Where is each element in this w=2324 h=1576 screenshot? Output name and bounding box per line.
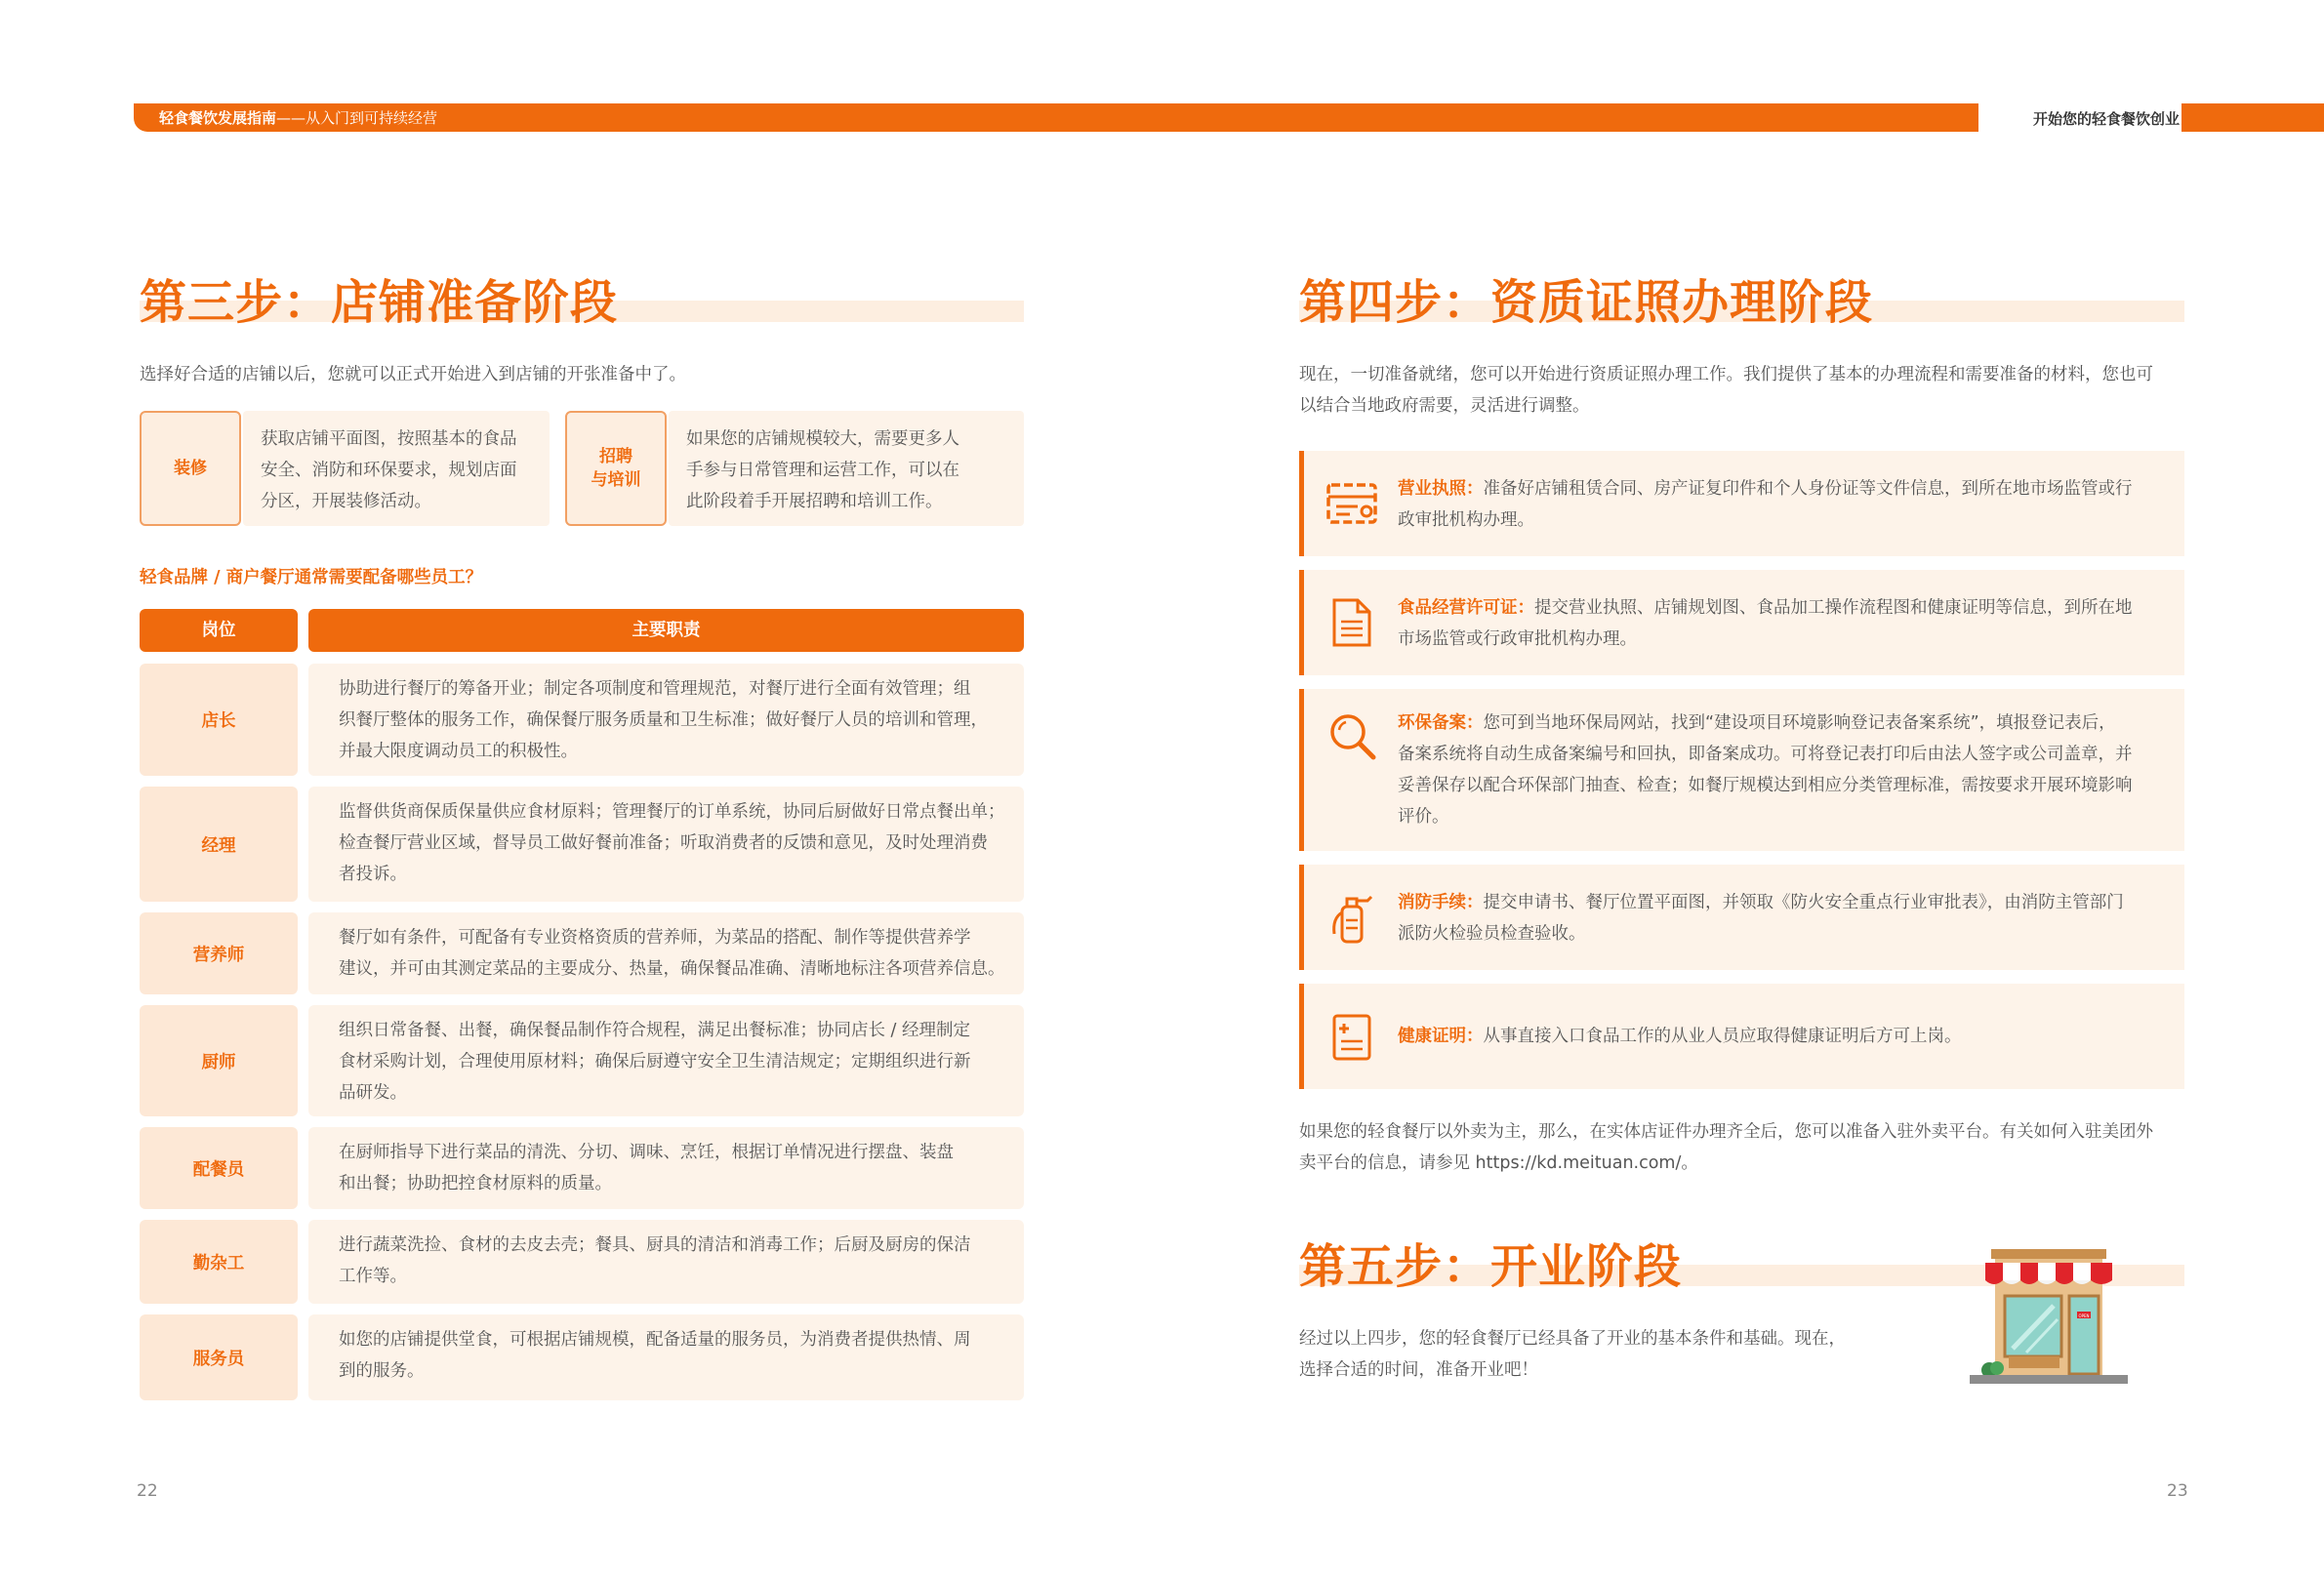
- page-number-left: 22: [137, 1481, 158, 1501]
- table-row-position: 勤杂工: [140, 1220, 298, 1304]
- health-certificate-label: 健康证明：: [1398, 1027, 1484, 1046]
- renovation-tag: 装修: [140, 411, 241, 526]
- table-row-position: 经理: [140, 787, 298, 902]
- fire-safety-label: 消防手续：: [1398, 893, 1484, 912]
- table-row-duties: 监督供货商保质保量供应食材原料；管理餐厅的订单系统，协同后厨做好日常点餐出单； 检查餐厅营业区域，督导员工做好餐前准备；听取消费者的反馈和意见，及时处理消费 者投诉。: [308, 787, 1024, 902]
- table-row-duties: 餐厅如有条件，可配备有专业资格资质的营养师，为菜品的搭配、制作等提供营养学 建议，并可由其测定菜品的主要成分、热量，确保餐品准确、清晰地标注各项营养信息。: [308, 912, 1024, 994]
- table-row-duties: 协助进行餐厅的筹备开业；制定各项制度和管理规范，对餐厅进行全面有效管理；组 织餐厅整体的服务工作，确保餐厅服务质量和卫生标准；做好餐厅人员的培训和管理， 并最大限度调动员工的积极性。: [308, 664, 1024, 776]
- table-row-position: 服务员: [140, 1314, 298, 1400]
- table-row-position: 厨师: [140, 1005, 298, 1116]
- step4-title: 第四步：资质证照办理阶段: [1299, 273, 2184, 332]
- table-row-position: 配餐员: [140, 1127, 298, 1209]
- page-number-right: 23: [2167, 1481, 2188, 1501]
- step4-intro: 现在，一切准备就绪，您可以开始进行资质证照办理工作。我们提供了基本的办理流程和需要准备的材料，您也可 以结合当地政府需要，灵活进行调整。: [1299, 365, 2153, 416]
- header-title: 轻食餐饮发展指南——从入门到可持续经营: [159, 109, 438, 127]
- header-bar-right: [2181, 103, 2324, 132]
- step4-outro: 如果您的轻食餐厅以外卖为主，那么，在实体店证件办理齐全后，您可以准备入驻外卖平台。有关如何入驻美团外 卖平台的信息，请参见 https://kd.meituan.com/。: [1299, 1122, 2153, 1173]
- table-row-duties: 组织日常备餐、出餐，确保餐品制作符合规程，满足出餐标准；协同店长 / 经理制定 食材采购计划，合理使用原材料；确保后厨遵守安全卫生清洁规定；定期组织进行新 品研发。: [308, 1005, 1024, 1116]
- step5-title: 第五步：开业阶段: [1299, 1237, 2184, 1296]
- storefront-illustration: [1970, 1247, 2128, 1386]
- table-row-duties: 如您的店铺提供堂食，可根据店铺规模，配备适量的服务员，为消费者提供热情、周 到的服务。: [308, 1314, 1024, 1400]
- table-row-duties: 进行蔬菜洗捡、食材的去皮去壳；餐具、厨具的清洁和消毒工作；后厨及厨房的保洁 工作等。: [308, 1220, 1024, 1304]
- step5-text: 经过以上四步，您的轻食餐厅已经具备了开业的基本条件和基础。现在， 选择合适的时间，准备开业吧！: [1299, 1329, 1846, 1380]
- search-icon: [1325, 708, 1381, 765]
- table-header-duties: 主要职责: [308, 609, 1024, 652]
- staff-question: 轻食品牌 / 商户餐厅通常需要配备哪些员工？: [140, 568, 483, 587]
- table-row-duties: 在厨师指导下进行菜品的清洗、分切、调味、烹饪，根据订单情况进行摆盘、装盘 和出餐；协助把控食材原料的质量。: [308, 1127, 1024, 1209]
- health-certificate-card: 健康证明：从事直接入口食品工作的从业人员应取得健康证明后方可上岗。: [1299, 984, 2184, 1089]
- step3-intro: 选择好合适的店铺以后，您就可以正式开始进入到店铺的开张准备中了。: [140, 365, 686, 384]
- table-header-position: 岗位: [140, 609, 298, 652]
- license-icon: [1325, 475, 1381, 532]
- step3-title: 第三步：店铺准备阶段: [140, 273, 1024, 332]
- environmental-card: 环保备案：您可到当地环保局网站，找到“建设项目环境影响登记表备案系统”，填报登记表后， 备案系统将自动生成备案编号和回执，即备案成功。可将登记表打印后由法人签字或公司盖章，并 妥善保存以配合环保部门抽查、检查；如餐厅规模达到相应分类管理标准，需按要求开展环境影响 评价。: [1299, 689, 2184, 851]
- fire-extinguisher-icon: [1325, 889, 1381, 946]
- document-icon: [1325, 594, 1381, 651]
- renovation-desc: 获取店铺平面图，按照基本的食品 安全、消防和环保要求，规划店面 分区，开展装修活动。: [243, 411, 550, 526]
- food-permit-label: 食品经营许可证：: [1398, 598, 1534, 618]
- environmental-label: 环保备案：: [1398, 713, 1484, 733]
- recruitment-tag: 招聘 与培训: [565, 411, 667, 526]
- license-card: 营业执照：准备好店铺租赁合同、房产证复印件和个人身份证等文件信息，到所在地市场监管或行 政审批机构办理。: [1299, 451, 2184, 556]
- health-certificate-icon: [1325, 1008, 1381, 1065]
- recruitment-desc: 如果您的店铺规模较大，需要更多人 手参与日常管理和运营工作，可以在 此阶段着手开展招聘和培训工作。: [669, 411, 1024, 526]
- license-label: 营业执照：: [1398, 479, 1484, 499]
- table-row-position: 店长: [140, 664, 298, 776]
- svg-text:OPEN: OPEN: [2078, 1313, 2090, 1318]
- header-bar: [134, 103, 1978, 132]
- table-row-position: 营养师: [140, 912, 298, 994]
- food-permit-card: 食品经营许可证：提交营业执照、店铺规划图、食品加工操作流程图和健康证明等信息，到所在地 市场监管或行政审批机构办理。: [1299, 570, 2184, 675]
- header-chapter-label: 开始您的轻食餐饮创业: [1978, 103, 2181, 132]
- fire-safety-card: 消防手续：提交申请书、餐厅位置平面图，并领取《防火安全重点行业审批表》，由消防主管部门 派防火检验员检查验收。: [1299, 865, 2184, 970]
